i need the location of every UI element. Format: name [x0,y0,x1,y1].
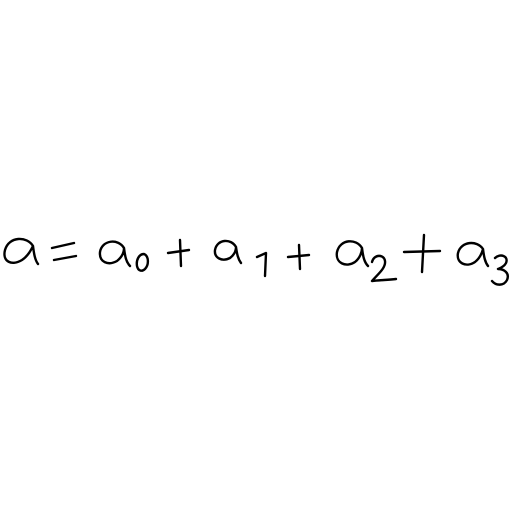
glyph-equals [52,243,76,260]
glyph-subscript-3 [492,256,508,285]
glyph-a-3 [458,243,488,266]
glyph-plus-2 [288,245,309,269]
glyph-subscript-0 [137,254,148,271]
glyph-subscript-2 [372,256,396,281]
glyph-a-0 [100,242,130,266]
glyph-a-1 [215,241,241,263]
glyph-a-2 [337,241,368,266]
glyph-plus-1 [168,240,189,266]
glyph-plus-3 [404,235,440,272]
glyph-a [4,239,38,264]
glyph-subscript-1 [257,253,266,276]
